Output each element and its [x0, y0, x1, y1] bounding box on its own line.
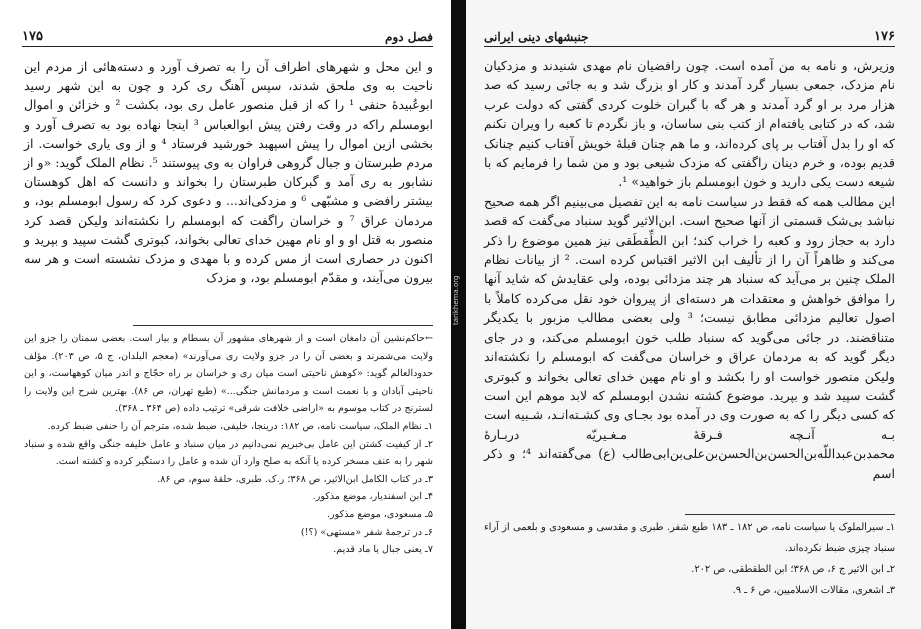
paragraph: وزیرش، و نامه به من آمده است. چون رافضیان نام مهدی شنیدند و مزدکیان نام مزدک، جمعی بسیار گرد آمدند و کار او بزرگ شد و به جائی رسید که صد هزار مرد بر او گرد آمدند و هر گه با گبران خلوت کردی گفتی که دولت عرب شد، که در کتابی یافته‌ام از کتب بنی ساسان، و باز نگردم تا کعبه را ویران نکنم که او را بدل آفتاب بر پای کرده‌اند، و ما هم چنان قبلهٔ خویش آفتاب کنیم چنانک قدیم بوده، و خرم دینان راگفتی که مزدک شیعی بود و من شما را فرمایم که با شیعه دست یکی دارید و خون ابومسلم باز خواهید» ¹.: [484, 58, 895, 190]
page-number: ۱۷۵: [22, 29, 43, 44]
right-page: [466, 0, 921, 629]
body-text: [24, 57, 433, 287]
footnote: ۳ـ در کتاب الکامل ابن‌الاثیر، ص ۳۶۸؛ ر.ک. طبری، حلقهٔ سوم، ص ۸۶.: [157, 473, 433, 485]
running-title: فصل دوم: [385, 30, 433, 44]
footnote-divider: [685, 514, 895, 515]
gutter-watermark: tarikhema.org: [452, 275, 460, 325]
footnotes: [484, 517, 895, 601]
paragraph: این مطالب همه که فقط در سیاست نامه به این تفصیل می‌بینیم اگر همه صحیح نباشد بی‌شک قسمتی از آنها صحیح است. ابن‌الاثیر گوید سنباد می‌گفت که قصد دارد به حجاز رود و کعبه را خراب کند؛ ابن الطِّقطَقی نیز همین موضوع را ذکر می‌کند و ظاهراً آن را از تألیف ابن الاثیر اقتباس کرده است. ² از بیانات نظام الملک چنین بر می‌آید که سنباد هر چند مزدائی بوده، ولی عقایدش که شاید آنها را موافق خواهش و معتقدات هر دسته‌ای از پیروان خود نقل می‌کرده کاملاً با اصول تعالیم مزدائی مطابق نیست؛ ³ ولی بعضی مطالب مزبور با یکدیگر متناقضند. در جائی می‌گوید که سنباد طلب خون ابومسلم می‌کند، و در جای دیگر گوید که به مردمان عراق و خراسان می‌گفت که ابومسلم را نکشته‌اند ولیکن منصور خواست او را بکشد و او نام مهین خدای تعالی بخواند و کبوتری گشت سپید شد و بپرید. موضوع کشته نشدن ابومسلم که لابد موهم این است که کسی دیگر را که به صورت وی در آمده بود بجـای وی کشـته‌انـد، شـبیه است بـه آنـچه فـرقهٔ مـغـیریّه دربـارهٔ محمدبن‌عبداللّه‌بن‌الحسن‌بن‌الحسن‌بن‌علی‌بن‌ابی‌طالب (ع) می‌گفته‌اند ⁴؛ و ذکر اسم: [484, 193, 895, 481]
footnote: ۷ـ یعنی جبال یا ماد قدیم.: [333, 544, 433, 556]
footnote: ۲ـ از کیفیت کشتن این عامل بی‌خبریم ‌نمی‌دانیم در میان سنباد و عامل خلیفه جنگی واقع شده و سنباد شهر را به عنف مسخر کرده یا آنکه به صلح وارد آن شده و عامل را دستگیر کرده و کشته است.: [24, 438, 433, 468]
page-header: [484, 24, 895, 47]
footnote: ۳ـ اشعری، مقالات الاسلامیین، ص ۶ ـ ۹.: [732, 585, 895, 596]
footnote: ۵ـ مسعودی، موضع مذکور.: [326, 508, 433, 520]
footnote: ۱ـ سیرالملوک یا سیاست نامه، ص ۱۸۲ ـ ۱۸۳ طبع شفر. طبری و مقدسی و مسعودی و بلعمی از آراء سنباد چیزی ضبط نکرده‌اند.: [484, 522, 896, 554]
footnote: ۴ـ ابن اسفندیار، موضع مذکور.: [312, 491, 433, 503]
footnote-divider: [133, 325, 433, 326]
body-text: [484, 56, 895, 483]
page-header: [22, 24, 433, 47]
running-title: جنبشهای دینی ایرانی: [484, 30, 589, 44]
footnote: ۶ـ در ترجمهٔ شفر «مستهی» (؟!): [300, 526, 433, 538]
footnote: ۲ـ ابن الاثیر ج ۶، ص ۳۶۸؛ ابن الطقطقی، ص ۲۰۲.: [691, 564, 895, 575]
left-page: [0, 0, 455, 629]
footnote: ۱ـ نظام الملک، سیاست نامه، ص ۱۸۲: درینجا، خلیفی، ضبط شده، مترجم آن را حنفی ضبط کرده.: [47, 420, 433, 432]
footnote: ←حاکم‌نشین آن دامغان است و از شهرهای مشهور آن بسطام و بیار است. بعضی سمنان را جزو این ولایت می‌شمرند و بعضی آن را در جزو ولایت ری می‌آورند» (معجم البلدان، ج ۵، ص ۲۰۳). مؤلف حدودالعالم گوید: «کوهش ناحیتی است میان ری و خراسان بر راه حجّاج و اندر میان کوهها‌ست، و این ناحیتی آبادان و با نعمت است و مردمانش جنگی...» (طبع تهران، ص ۸۶). بهترین شرح این ولایت را لسترنج در کتاب موسوم به «اراضی خلافت شرقی» ترتیب داده (ص ۳۶۴ ـ ۳۶۸).: [24, 333, 434, 415]
footnotes: [24, 330, 433, 559]
paragraph: و این محل و شهرهای اطراف آن را به تصرف آورد و دسته‌هائی از مردم این ناحیت به وی ملحق شدند، سپس آهنگ ری کرد و چون به این شهر رسید ابوعُبیدهٔ حنفی ¹ را که از قبل منصور عامل ری بود، بکشت ² و خزائن و اموال ابومسلم راکه در وقت رفتن پیش ابوالعباس ³ اینجا نهاده بود به تصرف آورد و بخشی ازین اموال را پیش اسپهبد خورشید فرستاد ⁴ و از وی یاری خواست. از مردم طبرستان و جبال گروهی فراوان به وی پیوستند ⁵. نظام الملک گوید: «و از نشابور به ری آمد و گبرکان طبرستان را بخواند و دانست که اهل کوهستان بیشتر رافضی و مشبّهی ⁶ و مزدکی‌اند... و دعوی کرد که رسول ابومسلم بود، و مردمان عراق ⁷ و خراسان راگفت که ابومسلم را نکشته‌اند ولیکن قصد کرد منصور به قتل او و او نام مهین خدای تعالی بخواند، کبوتری گشت سپید و بپرید و اکنون در حصاری است از مس کرده و با مهدی و مزدک نشسته است و هر سه بیرون می‌آیند، و مقدّم ابومسلم بود، و مزدک: [24, 59, 434, 286]
page-number: ۱۷۶: [874, 29, 895, 44]
